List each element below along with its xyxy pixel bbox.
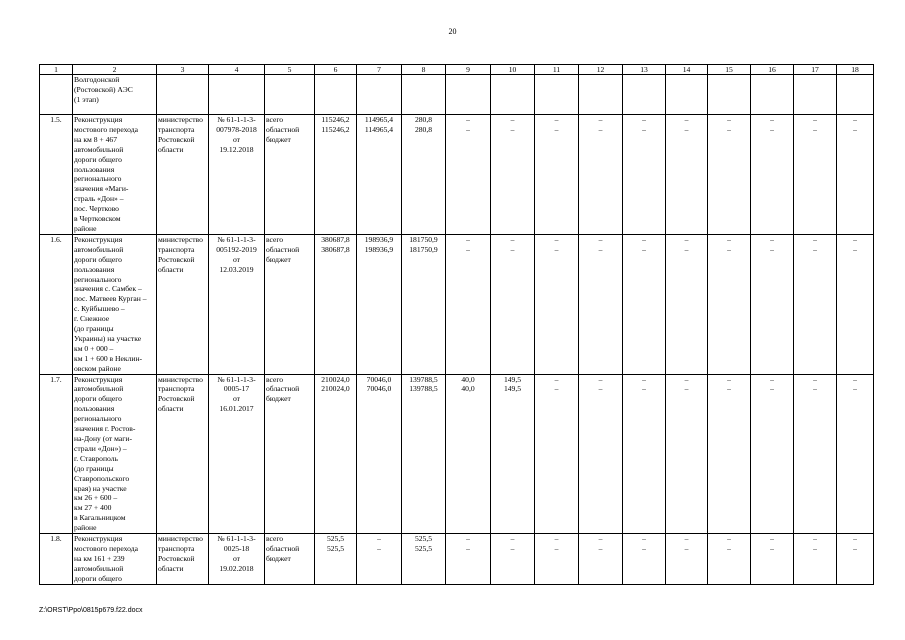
value-cell xyxy=(446,115,491,235)
value-regional-budget: – xyxy=(770,543,774,553)
value-cell xyxy=(751,534,794,585)
value-regional-budget: – xyxy=(727,244,731,254)
value-regional-budget: 114965,4 xyxy=(364,124,394,134)
project-name: Реконструкция автомобильной дороги общего пользования регионального значения г. Ростов- на-Дону (от маги- страли «Дон») – г. Ставрополь (до границы Ставропольского края) на участке км 26 + 600 – км 27 + 400 в Кагальницком районе xyxy=(73,374,157,534)
empty-cell xyxy=(402,75,446,115)
value-cell xyxy=(579,234,623,374)
value-cell xyxy=(491,534,535,585)
value-cell xyxy=(315,115,357,235)
value-regional-budget: – xyxy=(377,543,381,553)
value-cell xyxy=(708,534,751,585)
value-regional-budget: 149,5 xyxy=(503,384,522,394)
value-regional-budget: – xyxy=(554,384,559,394)
column-header: 7 xyxy=(357,65,402,75)
value-regional-budget: – xyxy=(642,384,646,394)
value-regional-budget: – xyxy=(598,124,603,134)
value-regional-budget: – xyxy=(853,244,857,254)
row-number: 1.8. xyxy=(40,534,73,585)
column-header: 17 xyxy=(794,65,837,75)
responsible-organization: министерство транспорта Ростовской области xyxy=(157,374,209,534)
value-total: 139788,5 xyxy=(409,374,438,384)
funding-source: всего областной бюджет xyxy=(265,374,315,534)
project-name: Реконструкция автомобильной дороги общего пользования регионального значения с. Самбек – пос. Матвеев Курган – с. Куйбышево – г. Снежное (до границы Украины) на участке км 0 + 000 – км 1 + 600 в Неклин- овском районе xyxy=(73,234,157,374)
value-cell xyxy=(535,534,579,585)
value-total: 525,5 xyxy=(326,534,345,544)
value-cell xyxy=(579,115,623,235)
value-cell xyxy=(535,115,579,235)
value-total: – xyxy=(770,374,774,384)
column-header: 13 xyxy=(623,65,666,75)
empty-cell xyxy=(794,75,837,115)
value-cell xyxy=(708,115,751,235)
value-cell xyxy=(837,234,874,374)
value-total: – xyxy=(554,234,559,244)
empty-cell xyxy=(40,75,73,115)
value-cell xyxy=(402,374,446,534)
value-regional-budget: – xyxy=(598,244,603,254)
value-total: – xyxy=(466,115,470,124)
expertise-conclusion: № 61-1-1-3- 0025-18 от 19.02.2018 xyxy=(209,534,265,585)
value-total: – xyxy=(684,534,689,544)
continuation-text: Волгодонской (Ростовской) АЭС (1 этап) xyxy=(73,75,157,115)
value-regional-budget: – xyxy=(813,543,817,553)
value-regional-budget: – xyxy=(554,244,559,254)
value-total: – xyxy=(510,115,515,124)
value-regional-budget: – xyxy=(642,543,646,553)
value-cell xyxy=(837,534,874,585)
value-total: – xyxy=(642,115,646,124)
value-cell xyxy=(708,374,751,534)
value-cell xyxy=(794,534,837,585)
column-header: 16 xyxy=(751,65,794,75)
value-cell xyxy=(666,234,708,374)
continuation-row xyxy=(40,75,874,115)
value-total: – xyxy=(727,374,731,384)
value-cell xyxy=(491,234,535,374)
empty-cell xyxy=(751,75,794,115)
value-total: – xyxy=(554,115,559,124)
value-total: – xyxy=(510,534,515,544)
program-table xyxy=(39,64,874,585)
value-regional-budget: 525,5 xyxy=(326,543,345,553)
column-header: 9 xyxy=(446,65,491,75)
empty-cell xyxy=(209,75,265,115)
value-total: 525,5 xyxy=(414,534,433,544)
value-cell xyxy=(623,374,666,534)
value-cell xyxy=(402,534,446,585)
value-total: 380687,8 xyxy=(321,234,350,244)
column-header: 14 xyxy=(666,65,708,75)
value-cell xyxy=(666,115,708,235)
value-total: 115246,2 xyxy=(321,115,350,124)
empty-cell xyxy=(535,75,579,115)
value-total: 40,0 xyxy=(461,374,475,384)
value-cell xyxy=(751,234,794,374)
project-name: Реконструкция мостового перехода на км 161 + 239 автомобильной дороги общего xyxy=(73,534,157,585)
column-header: 18 xyxy=(837,65,874,75)
value-total: – xyxy=(727,115,731,124)
value-total: – xyxy=(554,374,559,384)
value-total: 181750,9 xyxy=(409,234,438,244)
value-total: – xyxy=(770,115,774,124)
value-total: – xyxy=(813,534,817,544)
value-cell xyxy=(794,115,837,235)
value-total: – xyxy=(727,534,731,544)
empty-cell xyxy=(315,75,357,115)
value-regional-budget: – xyxy=(727,384,731,394)
column-header: 8 xyxy=(402,65,446,75)
value-total: 114965,4 xyxy=(364,115,394,124)
value-regional-budget: 181750,9 xyxy=(409,244,438,254)
value-regional-budget: 70046,0 xyxy=(366,384,392,394)
value-total: – xyxy=(598,234,603,244)
value-cell xyxy=(579,374,623,534)
row-number: 1.7. xyxy=(40,374,73,534)
column-header: 5 xyxy=(265,65,315,75)
value-regional-budget: – xyxy=(813,124,817,134)
value-cell xyxy=(491,374,535,534)
value-total: 149,5 xyxy=(503,374,522,384)
value-regional-budget: – xyxy=(598,384,603,394)
empty-cell xyxy=(708,75,751,115)
funding-source: всего областной бюджет xyxy=(265,115,315,235)
value-regional-budget: 139788,5 xyxy=(409,384,438,394)
value-regional-budget: – xyxy=(770,124,774,134)
value-regional-budget: – xyxy=(853,124,857,134)
value-regional-budget: – xyxy=(684,124,689,134)
column-number-header-row xyxy=(40,65,874,75)
column-header: 12 xyxy=(579,65,623,75)
value-total: – xyxy=(684,115,689,124)
value-cell xyxy=(751,374,794,534)
value-regional-budget: – xyxy=(853,543,857,553)
value-regional-budget: – xyxy=(466,244,470,254)
value-total: – xyxy=(642,234,646,244)
value-cell xyxy=(751,115,794,235)
empty-cell xyxy=(446,75,491,115)
value-total: – xyxy=(853,534,857,544)
value-regional-budget: – xyxy=(770,244,774,254)
value-regional-budget: – xyxy=(466,543,470,553)
value-cell xyxy=(623,534,666,585)
value-cell xyxy=(402,234,446,374)
value-total: – xyxy=(813,115,817,124)
empty-cell xyxy=(666,75,708,115)
responsible-organization: министерство транспорта Ростовской области xyxy=(157,534,209,585)
value-cell xyxy=(446,234,491,374)
value-cell xyxy=(315,234,357,374)
value-regional-budget: – xyxy=(813,244,817,254)
value-total: 70046,0 xyxy=(366,374,392,384)
value-total: – xyxy=(684,374,689,384)
value-regional-budget: – xyxy=(853,384,857,394)
value-cell xyxy=(708,234,751,374)
value-regional-budget: – xyxy=(684,244,689,254)
value-regional-budget: 280,8 xyxy=(414,124,433,134)
column-header: 2 xyxy=(73,65,157,75)
table-row xyxy=(40,374,874,534)
column-header: 6 xyxy=(315,65,357,75)
value-cell xyxy=(357,534,402,585)
page-number: 20 xyxy=(448,27,457,36)
empty-cell xyxy=(623,75,666,115)
value-total: – xyxy=(813,234,817,244)
value-regional-budget: 525,5 xyxy=(414,543,433,553)
value-cell xyxy=(446,374,491,534)
value-cell xyxy=(666,534,708,585)
value-cell xyxy=(357,234,402,374)
value-total: – xyxy=(853,374,857,384)
row-number: 1.6. xyxy=(40,234,73,374)
column-header: 11 xyxy=(535,65,579,75)
value-regional-budget: – xyxy=(466,124,470,134)
responsible-organization: министерство транспорта Ростовской области xyxy=(157,115,209,235)
value-regional-budget: – xyxy=(554,124,559,134)
value-total: – xyxy=(853,234,857,244)
column-header: 10 xyxy=(491,65,535,75)
empty-cell xyxy=(579,75,623,115)
table-body xyxy=(40,65,874,585)
value-regional-budget: 115246,2 xyxy=(321,124,350,134)
empty-cell xyxy=(837,75,874,115)
value-regional-budget: – xyxy=(770,384,774,394)
expertise-conclusion: № 61-1-1-3- 0005-17 от 16.01.2017 xyxy=(209,374,265,534)
responsible-organization: министерство транспорта Ростовской области xyxy=(157,234,209,374)
column-header: 15 xyxy=(708,65,751,75)
value-cell xyxy=(837,115,874,235)
table-row xyxy=(40,115,874,235)
value-total: 198936,9 xyxy=(364,234,394,244)
table-row xyxy=(40,234,874,374)
value-cell xyxy=(315,534,357,585)
value-regional-budget: – xyxy=(554,543,559,553)
file-path-footer: Z:\ORST\Ppo\0815p679.f22.docx xyxy=(39,607,143,614)
value-total: – xyxy=(727,234,731,244)
empty-cell xyxy=(357,75,402,115)
value-total: – xyxy=(598,374,603,384)
value-total: – xyxy=(377,534,381,544)
value-regional-budget: – xyxy=(510,124,515,134)
funding-source: всего областной бюджет xyxy=(265,234,315,374)
empty-cell xyxy=(491,75,535,115)
value-cell xyxy=(623,115,666,235)
table-row xyxy=(40,534,874,585)
value-regional-budget: 210024,0 xyxy=(321,384,350,394)
value-cell xyxy=(579,534,623,585)
value-total: – xyxy=(642,534,646,544)
expertise-conclusion: № 61-1-1-3- 005192-2019 от 12.03.2019 xyxy=(209,234,265,374)
empty-cell xyxy=(157,75,209,115)
value-regional-budget: 380687,8 xyxy=(321,244,350,254)
value-regional-budget: – xyxy=(510,244,515,254)
funding-source: всего областной бюджет xyxy=(265,534,315,585)
value-total: – xyxy=(813,374,817,384)
value-total: – xyxy=(598,115,603,124)
value-total: 280,8 xyxy=(414,115,433,124)
project-name: Реконструкция мостового перехода на км 8 + 467 автомобильной дороги общего пользования регионального значения «Маги- страль «Дон» – пос. Чертково в Чертковском районе xyxy=(73,115,157,235)
value-cell xyxy=(794,234,837,374)
value-regional-budget: – xyxy=(684,384,689,394)
value-cell xyxy=(666,374,708,534)
value-cell xyxy=(357,374,402,534)
value-cell xyxy=(794,374,837,534)
value-total: – xyxy=(770,534,774,544)
value-total: – xyxy=(770,234,774,244)
expertise-conclusion: № 61-1-1-3- 007978-2018 от 19.12.2018 xyxy=(209,115,265,235)
value-cell xyxy=(446,534,491,585)
value-regional-budget: 40,0 xyxy=(461,384,475,394)
value-cell xyxy=(402,115,446,235)
value-regional-budget: 198936,9 xyxy=(364,244,394,254)
value-total: – xyxy=(466,234,470,244)
value-regional-budget: – xyxy=(727,124,731,134)
value-cell xyxy=(535,374,579,534)
value-total: 210024,0 xyxy=(321,374,350,384)
value-total: – xyxy=(466,534,470,544)
value-cell xyxy=(535,234,579,374)
value-regional-budget: – xyxy=(642,244,646,254)
value-total: – xyxy=(510,234,515,244)
value-cell xyxy=(491,115,535,235)
value-regional-budget: – xyxy=(727,543,731,553)
value-regional-budget: – xyxy=(684,543,689,553)
value-regional-budget: – xyxy=(813,384,817,394)
value-cell xyxy=(357,115,402,235)
value-cell xyxy=(623,234,666,374)
value-regional-budget: – xyxy=(642,124,646,134)
value-total: – xyxy=(554,534,559,544)
empty-cell xyxy=(265,75,315,115)
value-cell xyxy=(315,374,357,534)
value-regional-budget: – xyxy=(598,543,603,553)
value-total: – xyxy=(853,115,857,124)
row-number: 1.5. xyxy=(40,115,73,235)
value-total: – xyxy=(642,374,646,384)
value-total: – xyxy=(598,534,603,544)
value-total: – xyxy=(684,234,689,244)
column-header: 4 xyxy=(209,65,265,75)
column-header: 3 xyxy=(157,65,209,75)
value-regional-budget: – xyxy=(510,543,515,553)
column-header: 1 xyxy=(40,65,73,75)
value-cell xyxy=(837,374,874,534)
